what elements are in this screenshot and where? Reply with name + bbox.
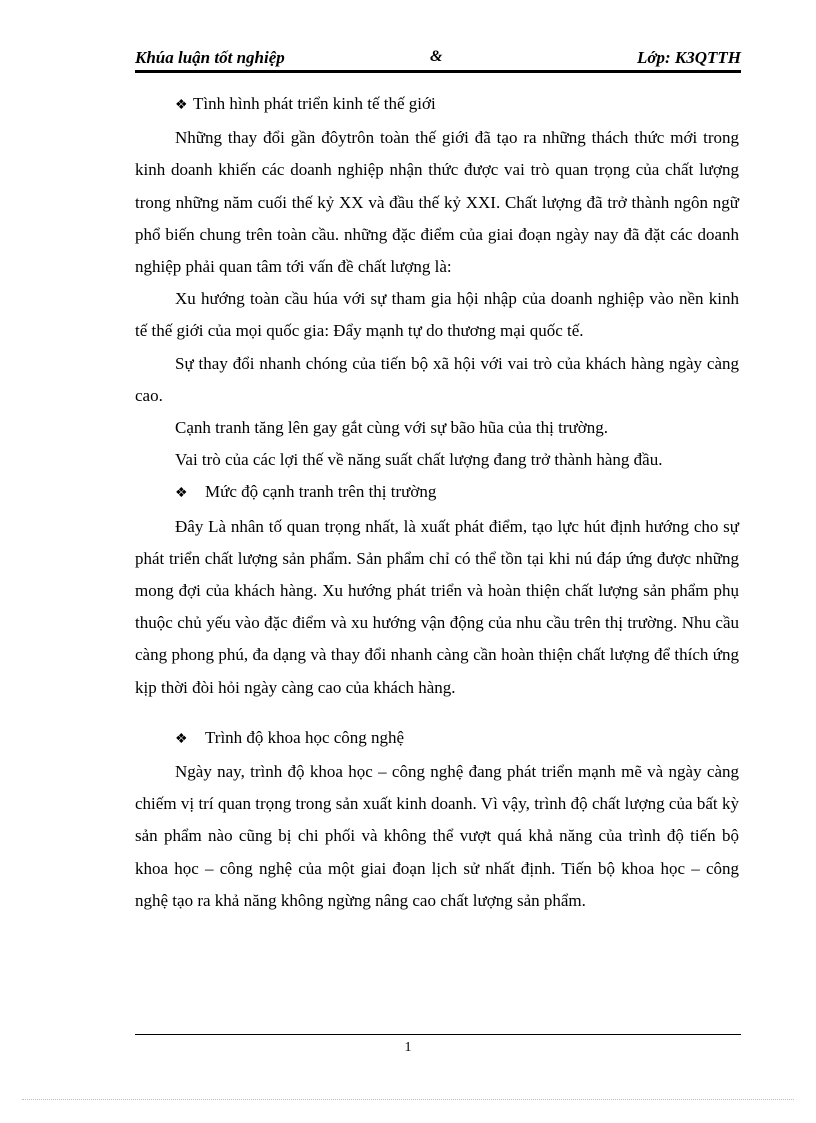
section-heading: ❖ Tình hình phát triển kinh tế thế giới (135, 88, 739, 122)
paragraph: Ngày nay, trình độ khoa học – công nghệ đang phát triển mạnh mẽ và ngày càng chiếm vị trí quan trọng trong sản xuất kinh doanh. Vì vậy, trình độ chất lượng của bất kỳ sản phẩm nào cũng bị chi phối và không thể vượt quá khả năng của trình độ tiến bộ khoa học – công nghệ của một giai đoạn lịch sử nhất định. Tiến bộ khoa học – công nghệ tạo ra khả năng không ngừng nâng cao chất lượng sản phẩm. (135, 762, 739, 910)
diamond-four-icon: ❖ (175, 98, 188, 113)
paragraph: Đây Là nhân tố quan trọng nhất, là xuất phát điểm, tạo lực hút định hướng cho sự phát triển chất lượng sản phẩm. Sản phẩm chỉ có thể tồn tại khi nú đáp ứng được những mong đợi của khách hàng. Xu hướng phát triển và hoàn thiện chất lượng sản phẩm phụ thuộc chủ yếu vào đặc điểm và xu hướng vận động của nhu cầu trên thị trường. Nhu cầu càng phong phú, đa dạng và thay đổi nhanh càng cần hoàn thiện chất lượng để thích ứng kịp thời đòi hỏi ngày càng cao của khách hàng. (135, 516, 739, 697)
header-class-label: Lớp: K3QTTH (636, 48, 741, 67)
header-divider (135, 70, 741, 73)
document-body (135, 88, 739, 917)
paragraph: Những thay đổi gần đôytrôn toàn thế giới đã tạo ra những thách thức mới trong kinh doanh khiến các doanh nghiệp nhận thức được vai trò quan trọng của chất lượng trong những năm cuối thế kỷ XX và đầu thế kỷ XXI. Chất lượng đã trở thành ngôn ngữ phổ biến chung trên toàn cầu. những đặc điểm của giai đoạn ngày nay đã đặt các doanh nghiệp phải quan tâm tới vấn đề chất lượng là: (135, 128, 739, 277)
paragraph: Cạnh tranh tăng lên gay gắt cùng với sự bão hũa của thị trường. (175, 418, 608, 438)
diamond-four-icon: ❖ (175, 486, 188, 502)
diamond-four-icon: ❖ (175, 731, 188, 747)
footer-divider (135, 1034, 741, 1035)
section-heading: ❖ Mức độ cạnh tranh trên thị trường (135, 476, 739, 510)
paragraph: Vai trò của các lợi thế về năng suất chất lượng đang trở thành hàng đầu. (175, 450, 663, 470)
header-ornament: & (430, 48, 442, 65)
section-heading: ❖ Trình độ khoa học công nghệ (135, 722, 739, 756)
page-header (135, 48, 741, 72)
page-bottom-dotted-line (22, 1099, 794, 1100)
paragraph: Xu hướng toàn cầu húa với sự tham gia hội nhập của doanh nghiệp vào nền kinh tế thế giới của mọi quốc gia: Đẩy mạnh tự do thương mại quốc tế. (135, 289, 739, 341)
page-number: 1 (404, 1040, 412, 1055)
header-thesis-title: Khúa luận tốt nghiệp (135, 48, 285, 67)
paragraph: Sự thay đổi nhanh chóng của tiến bộ xã hội với vai trò của khách hàng ngày càng cao. (135, 353, 739, 405)
